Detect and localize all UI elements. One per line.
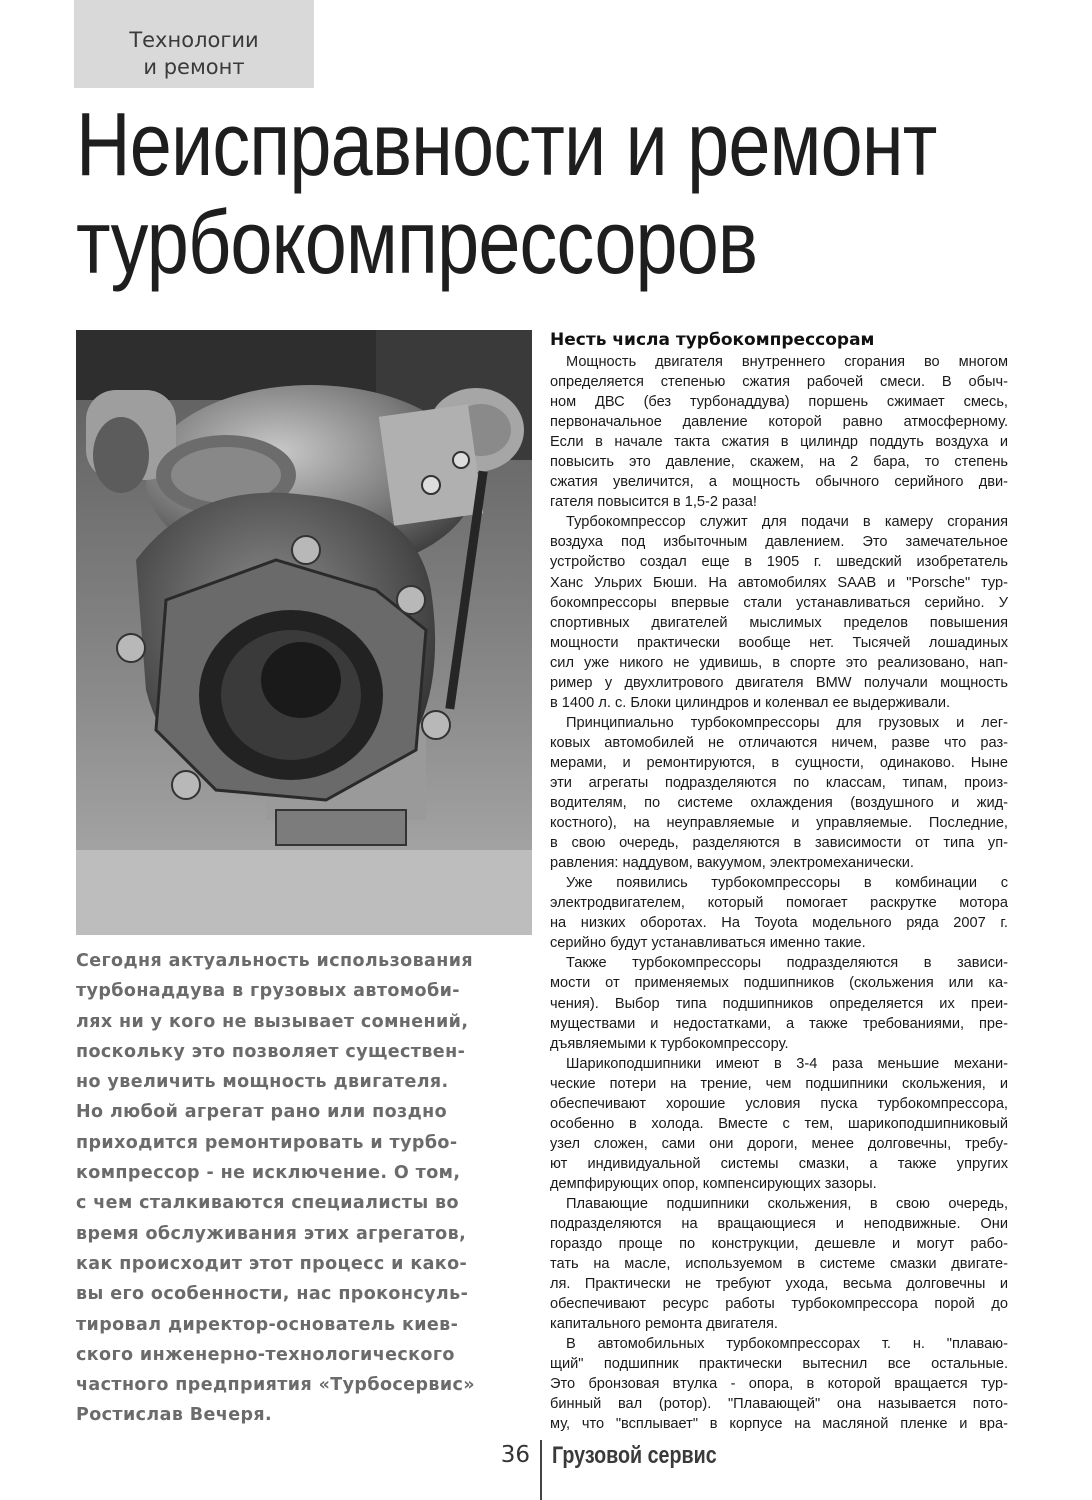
article-title (76, 95, 937, 293)
article-line: ля. Практически не требуют ухода, весьма долговечны и (550, 1276, 1008, 1293)
lead-line: как происходит этот процесс и како- (76, 1253, 468, 1274)
article-line: в свою очередь, разделяются в зависимости от типа уп- (550, 835, 1008, 852)
article-line: равления: наддувом, вакуумом, электромеханически. (550, 855, 914, 872)
lead-line: приходится ремонтировать и турбо- (76, 1132, 458, 1153)
article-line: обеспечивают хорошие условия пуска турбокомпрессора, (550, 1095, 1008, 1112)
article-line: ческие потери на трение, чем подшипники скольжения, и (550, 1075, 1008, 1092)
article-line: ют индивидуальной системы смазки, а также упругих (550, 1155, 1008, 1172)
article-line: электродвигателем, который помогает раскрутке мотора (550, 895, 1008, 912)
article-line: ковых автомобилей не отличаются ничем, разве что раз- (550, 734, 1008, 751)
article-paragraph (550, 1194, 1008, 1334)
article-line: обеспечивают ресурс работы турбокомпрессора порой до (550, 1296, 1008, 1313)
article-line: Плавающие подшипники скольжения, в свою очередь, (566, 1195, 1008, 1212)
article-line: ном ДВС (без турбонаддува) поршень сжимает смесь, (550, 394, 1008, 411)
article-line: Также турбокомпрессоры подразделяются в зависи- (566, 955, 1008, 972)
magazine-name: Грузовой сервис (552, 1442, 717, 1469)
section-label-line1: Технологии (129, 28, 259, 52)
article-line: серийно будут устанавливаться именно такие. (550, 935, 866, 952)
article-line: В автомобильных турбокомпрессорах т. н. "плаваю- (566, 1336, 1008, 1353)
article-paragraph (550, 512, 1008, 712)
page-number: 36 (500, 1442, 530, 1468)
article-column (550, 328, 1008, 1435)
article-line: сжатия увеличится, а мощность обычного серийного дви- (550, 474, 1008, 491)
article-line: бинный вал (ротор). "Плавающей" она называется пото- (550, 1396, 1008, 1413)
article-line: устройство создал еще в 1905 г. шведский изобретатель (550, 554, 1008, 571)
article-line: Мощность двигателя внутреннего сгорания во многом (566, 354, 1008, 370)
article-paragraph (550, 1334, 1008, 1434)
article-line: Ханс Ульрих Бюши. На автомобилях SAAB и "Porsche" тур- (550, 574, 1008, 591)
article-line: водителям, по системе охлаждения (воздушного и жид- (550, 795, 1008, 812)
article-line: спортивных двигателей мыслимых пределов повышения (550, 614, 1008, 631)
article-paragraph (550, 1054, 1008, 1194)
article-line: Это бронзовая втулка - опора, в которой вращается тур- (550, 1376, 1008, 1393)
title-line2: турбокомпрессоров (76, 193, 758, 293)
article-line: мерами, и ремонтируются, в сущности, одинаково. Ныне (550, 754, 1008, 771)
article-line: воздуха под избыточным давлением. Это замечательное (550, 534, 1008, 551)
article-line: Шарикоподшипники имеют в 3-4 раза меньшие механи- (566, 1055, 1008, 1072)
article-line: Если в начале такта сжатия в цилиндр поддуть воздуха и (550, 434, 1008, 451)
article-line: щий" подшипник практически вытеснил все остальные. (550, 1356, 1008, 1373)
article-line: ример у двухлитрового двигателя BMW получали мощность (550, 674, 1008, 691)
article-line: особенно в холода. Вместе с тем, шарикоподшипниковый (550, 1115, 1008, 1132)
article-line: Принципиально турбокомпрессоры для грузовых и лег- (566, 714, 1008, 731)
lead-line: Но любой агрегат рано или поздно (76, 1102, 448, 1123)
lead-line: с чем сталкиваются специалисты во (76, 1193, 459, 1214)
article-line: мости от применяемых подшипников (скольжения или ка- (550, 975, 1008, 992)
article-line: подразделяются на вращающиеся и неподвижные. Они (550, 1216, 1008, 1233)
lead-line: время обслуживания этих агрегатов, (76, 1223, 467, 1244)
article-paragraph (550, 713, 1008, 873)
article-line: бокомпрессоры впервые стали устанавливаться серийно. У (550, 594, 1008, 611)
article-line: тать на масле, используемом в системе смазки двигате- (550, 1256, 1008, 1273)
article-paragraph (550, 352, 1008, 512)
article-paragraph (550, 873, 1008, 953)
article-line: Уже появились турбокомпрессоры в комбинации с (566, 875, 1008, 892)
article-body (550, 352, 1008, 1435)
article-line: муществами и недостатками, а также требованиями, пре- (550, 1015, 1008, 1032)
lead-line: поскольку это позволяет существен- (76, 1041, 466, 1062)
lead-line: Ростислав Вечеря. (76, 1405, 273, 1426)
article-line: первоначальное давление которой равно атмосферному. (550, 414, 1008, 431)
article-line: дъявляемыми к турбокомпрессору. (550, 1035, 789, 1052)
article-line: костного), на неуправляемые и управляемые. Последние, (550, 815, 1008, 832)
section-label-line2: и ремонт (143, 55, 245, 79)
article-paragraph (550, 953, 1008, 1053)
section-label (74, 0, 314, 88)
article-line: узел сложен, сами они дороги, менее долговечны, требу- (550, 1135, 1008, 1152)
article-line: эти агрегаты подразделяются по классам, типам, произ- (550, 774, 1008, 791)
lead-line: тировал директор-основатель киев- (76, 1314, 459, 1335)
article-line: гораздо проще по конструкции, дешевле и могут рабо- (550, 1236, 1008, 1253)
article-line: мощности практически вообще нет. Тысячей лошадиных (550, 634, 1008, 651)
lead-line: турбонаддува в грузовых автомоби- (76, 981, 460, 1002)
lead-line: лях ни у кого не вызывает сомнений, (76, 1011, 469, 1032)
article-line: определяется степенью сжатия рабочей смеси. В обыч- (550, 374, 1008, 391)
article-line: Турбокомпрессор служит для подачи в камеру сгорания (566, 514, 1008, 531)
article-line: капитального ремонта двигателя. (550, 1316, 778, 1333)
article-line: на низких оборотах. На Toyota модельного ряда 2007 г. (550, 915, 1008, 932)
lead-line: частного предприятия «Турбосервис» (76, 1375, 475, 1396)
lead-line: ского инженерно-технологического (76, 1344, 455, 1365)
lead-paragraph (76, 946, 532, 1431)
lead-line: Сегодня актуальность использования (76, 951, 474, 971)
article-line: чения). Выбор типа подшипников определяется их преи- (550, 995, 1008, 1012)
lead-line: но увеличить мощность двигателя. (76, 1072, 449, 1093)
article-line: сил уже никого не удивишь, в спорте это реализовано, нап- (550, 654, 1008, 671)
footer-divider (540, 1440, 542, 1500)
article-line: му, что "всплывает" в корпусе на масляной пленке и вра- (550, 1416, 1008, 1433)
article-line: в 1400 л. с. Блоки цилиндров и коленвал ее выдерживали. (550, 694, 951, 711)
lead-line: компрессор - не исключение. О том, (76, 1163, 461, 1184)
article-line: демпфирующих опор, компенсирующих зазоры. (550, 1175, 877, 1192)
title-line1: Неисправности и ремонт (76, 95, 937, 195)
article-line: повысить это давление, скажем, на 2 бара, то степень (550, 454, 1008, 471)
article-line: гателя повысится в 1,5-2 раза! (550, 494, 757, 511)
turbocharger-photo (76, 330, 532, 935)
lead-line: вы его особенности, нас проконсуль- (76, 1284, 469, 1305)
section-subheading: Несть числа турбокомпрессорам (550, 330, 875, 350)
